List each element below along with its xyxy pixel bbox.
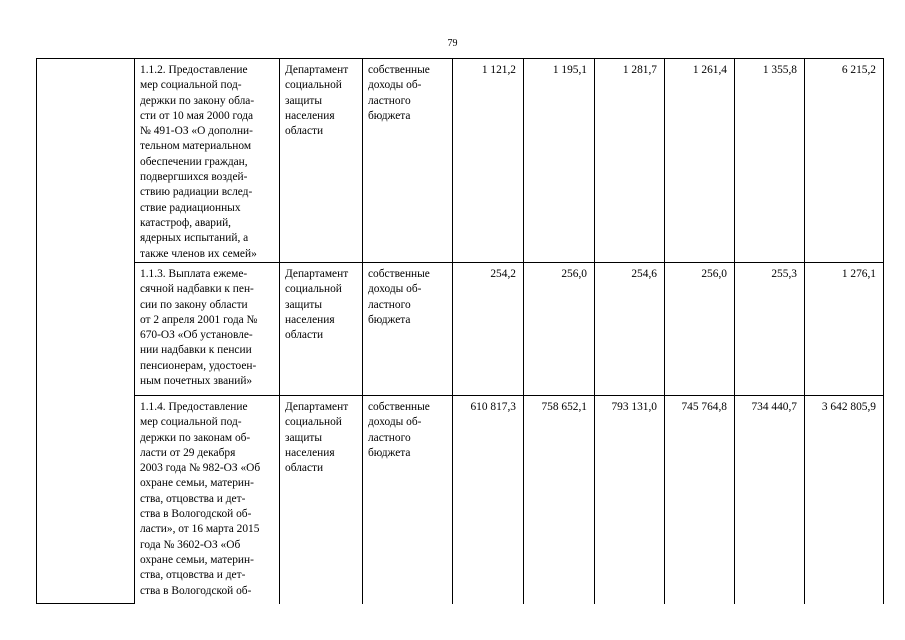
source-cell: собственные доходы об- ластного бюджета	[363, 59, 453, 263]
value-cell: 734 440,7	[735, 396, 805, 604]
total-cell: 6 215,2	[805, 59, 884, 263]
budget-table	[36, 58, 884, 604]
value-cell: 1 195,1	[524, 59, 595, 263]
value-cell: 1 281,7	[595, 59, 665, 263]
source-cell: собственные доходы об- ластного бюджета	[363, 396, 453, 604]
page-number: 79	[447, 38, 458, 49]
table-row	[37, 263, 884, 396]
value-cell: 1 261,4	[665, 59, 735, 263]
value-cell: 254,2	[453, 263, 524, 396]
source-cell: собственные доходы об- ластного бюджета	[363, 263, 453, 396]
value-cell: 1 355,8	[735, 59, 805, 263]
value-cell: 610 817,3	[453, 396, 524, 604]
value-cell: 256,0	[524, 263, 595, 396]
total-cell: 3 642 805,9	[805, 396, 884, 604]
event-cell: 1.1.4. Предоставление мер социальной под- держки по законам об- ласти от 29 декабря 2003 года № 982-ОЗ «Об охране семьи, материн- ства, отцовства и дет- ства в Вологодской об- ласти», от 16 марта 2015 года № 3602-ОЗ «Об охране семьи, материн- ства, отцовства и дет- ства в Вологодской об-	[135, 396, 280, 604]
total-cell: 1 276,1	[805, 263, 884, 396]
empty-cell	[37, 59, 135, 604]
event-cell: 1.1.3. Выплата ежеме- сячной надбавки к пен- сии по закону области от 2 апреля 2001 года № 670-ОЗ «Об установле- нии надбавки к пенсии пенсионерам, удостоен- ным почетных званий»	[135, 263, 280, 396]
executor-cell: Департамент социальной защиты населения области	[280, 396, 363, 604]
value-cell: 1 121,2	[453, 59, 524, 263]
value-cell: 793 131,0	[595, 396, 665, 604]
executor-cell: Департамент социальной защиты населения области	[280, 59, 363, 263]
value-cell: 255,3	[735, 263, 805, 396]
table-row	[37, 59, 884, 263]
table-row	[37, 396, 884, 604]
event-cell: 1.1.2. Предоставление мер социальной под- держки по закону обла- сти от 10 мая 2000 года № 491-ОЗ «О дополни- тельном материальном обеспечении граждан, подвергшихся воздей- ствию радиации вслед- ствие радиационных катастроф, аварий, ядерных испытаний, а также членов их семей»	[135, 59, 280, 263]
value-cell: 254,6	[595, 263, 665, 396]
value-cell: 745 764,8	[665, 396, 735, 604]
value-cell: 758 652,1	[524, 396, 595, 604]
value-cell: 256,0	[665, 263, 735, 396]
executor-cell: Департамент социальной защиты населения области	[280, 263, 363, 396]
